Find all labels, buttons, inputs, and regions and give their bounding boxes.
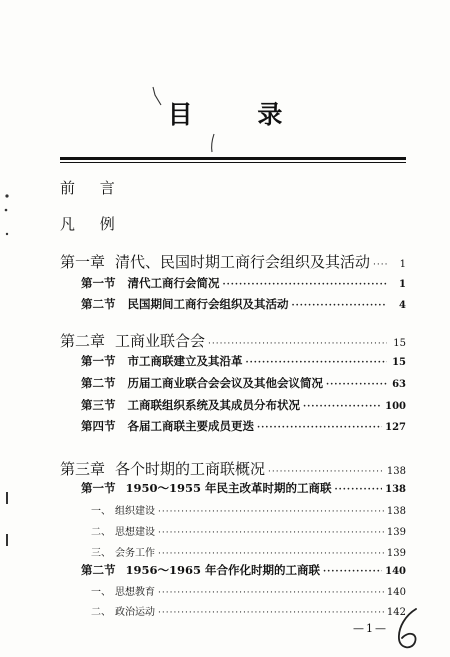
subsection-label: 二、	[91, 607, 111, 618]
page-number: 63	[392, 379, 406, 390]
toc-section[interactable]	[81, 275, 406, 291]
toc-entry-title: 凡 例	[60, 215, 125, 233]
dot-leader	[246, 359, 388, 368]
scan-mark	[3, 490, 11, 550]
subsection-label: 一、	[91, 587, 111, 598]
scan-mark	[2, 190, 12, 240]
dot-leader	[335, 486, 383, 495]
toc-subsection[interactable]	[91, 583, 406, 598]
toc-subsection[interactable]	[91, 544, 406, 559]
toc-chapter-1[interactable]	[60, 251, 406, 272]
chapter-title: 各个时期的工商联概况	[115, 460, 266, 478]
toc-section[interactable]	[81, 418, 406, 434]
toc-subsection[interactable]	[91, 502, 406, 517]
page-number: 139	[386, 548, 406, 559]
subsection-title: 思想教育	[115, 587, 155, 598]
toc-entry-notes[interactable]	[60, 213, 125, 234]
toc-chapter-2[interactable]	[60, 330, 406, 351]
dot-leader	[257, 424, 382, 433]
page-number: 138	[386, 466, 406, 477]
section-label: 第二节	[81, 376, 116, 390]
subsection-title: 组织建设	[115, 506, 155, 517]
page-number: 138	[386, 506, 406, 517]
toc-section[interactable]	[81, 375, 406, 391]
page-number: 139	[386, 527, 406, 538]
page-number: 1	[399, 279, 406, 290]
dot-leader	[208, 340, 387, 349]
subsection-label: 一、	[91, 506, 111, 517]
page-number: 4	[399, 300, 406, 311]
dot-leader	[158, 589, 384, 598]
toc-section[interactable]	[81, 480, 406, 496]
dot-leader	[223, 281, 388, 290]
subsection-label: 二、	[91, 527, 111, 538]
section-title: 民国期间工商行会组织及其活动	[127, 297, 289, 311]
section-label: 第一节	[81, 354, 116, 368]
chapter-title: 工商业联合会	[115, 332, 206, 350]
dot-leader	[326, 381, 387, 390]
page-number: 138	[385, 484, 406, 495]
section-title: 历届工商业联合会会议及其他会议简况	[127, 376, 323, 390]
dot-leader	[292, 302, 388, 311]
page-number: 140	[386, 587, 406, 598]
toc-subsection[interactable]	[91, 603, 406, 618]
section-title: 1950～1955 年民主改革时期的工商联	[125, 481, 332, 495]
section-label: 第四节	[81, 419, 116, 433]
scan-mark	[208, 132, 218, 154]
toc-section[interactable]	[81, 296, 406, 312]
dot-leader	[158, 550, 384, 559]
section-title: 市工商联建立及其沿革	[127, 354, 243, 368]
page-number: 140	[385, 566, 406, 577]
handwritten-number-mark	[392, 605, 426, 653]
toc-entry-preface[interactable]	[60, 177, 125, 198]
scan-mark	[150, 85, 164, 109]
section-label: 第三节	[81, 398, 116, 412]
toc-subsection[interactable]	[91, 523, 406, 538]
section-label: 第一节	[81, 481, 116, 495]
subsection-label: 三、	[91, 548, 111, 559]
section-title: 清代工商行会简况	[127, 276, 220, 290]
page-title: 目 录	[167, 100, 311, 129]
page-number: 15	[393, 338, 406, 349]
dot-leader	[158, 609, 384, 618]
dot-leader	[303, 403, 382, 412]
page-number: 15	[392, 357, 406, 368]
dot-leader	[158, 529, 384, 538]
section-label: 第二节	[81, 563, 116, 577]
toc-entry-title: 前 言	[60, 179, 125, 197]
toc-section[interactable]	[81, 397, 406, 413]
section-label: 第一节	[81, 276, 116, 290]
footer-page-number: —1—	[353, 622, 388, 635]
chapter-label: 第三章	[60, 460, 106, 478]
section-title: 各届工商联主要成员更迭	[127, 419, 254, 433]
section-title: 1956～1965 年合作化时期的工商联	[125, 563, 321, 577]
subsection-title: 思想建设	[115, 527, 155, 538]
page-number: 142	[386, 607, 406, 618]
chapter-label: 第二章	[60, 332, 106, 350]
toc-section[interactable]	[81, 562, 406, 578]
dot-leader	[268, 468, 384, 477]
toc-chapter-3[interactable]	[60, 458, 406, 479]
section-title: 工商联组织系统及其成员分布状况	[127, 398, 300, 412]
subsection-title: 会务工作	[115, 548, 155, 559]
page-number: 127	[385, 422, 406, 433]
page-number: 1	[399, 259, 406, 270]
chapter-label: 第一章	[60, 253, 106, 271]
section-label: 第二节	[81, 297, 116, 311]
dot-leader	[158, 508, 384, 517]
chapter-title: 清代、民国时期工商行会组织及其活动	[115, 253, 371, 271]
dot-leader	[323, 568, 382, 577]
page-number: 100	[385, 401, 406, 412]
subsection-title: 政治运动	[115, 607, 155, 618]
dot-leader	[373, 261, 387, 270]
toc-section[interactable]	[81, 353, 406, 369]
